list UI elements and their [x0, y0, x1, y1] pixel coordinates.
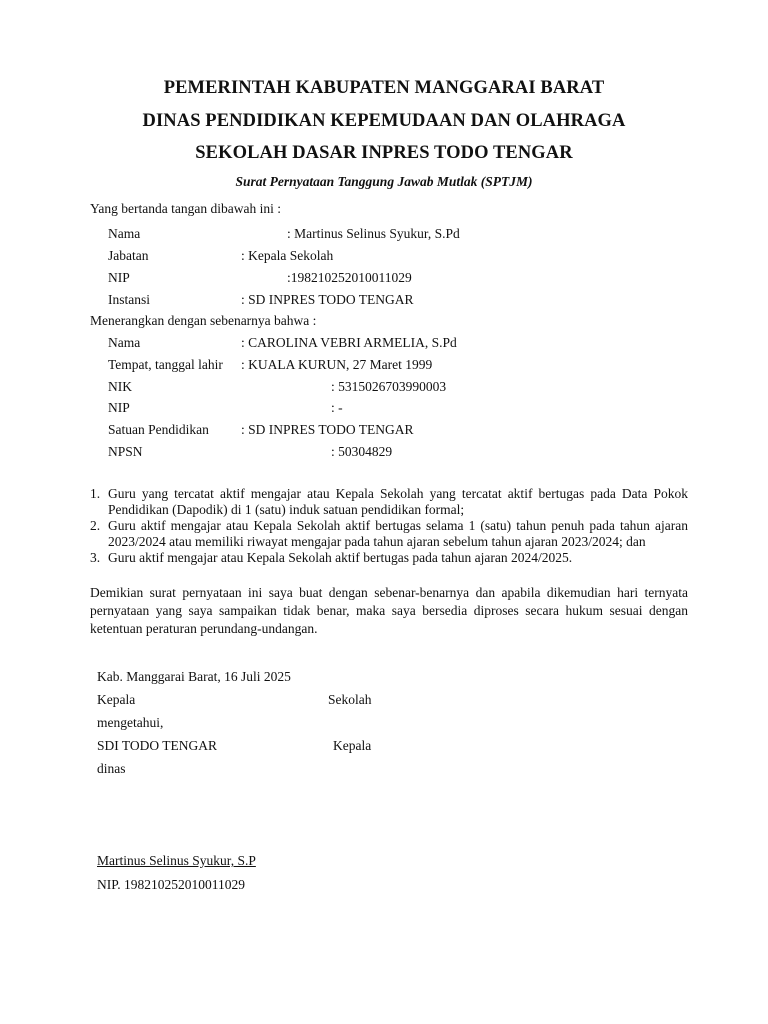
subject-name-label: Nama — [108, 335, 141, 350]
signer-position-label: Jabatan — [108, 248, 149, 263]
document-title: Surat Pernyataan Tanggung Jawab Mutlak (SPTJM) — [235, 174, 533, 189]
list-item-text: Guru aktif mengajar atau Kepala Sekolah aktif bertugas selama 1 (satu) tahun penuh pada tahun ajaran 2023/2024 atau memiliki riwayat mengajar pada tahun ajaran sebelum tahun ajaran 2023/2024; dan — [108, 518, 688, 549]
subject-nik-value: : 5315026703990003 — [331, 379, 447, 394]
closing-paragraph: Demikian surat pernyataan ini saya buat dengan sebenar-benarnya dan apabila dikemudian hari ternyata pernyataan yang saya sampaikan tidak benar, maka saya bersedia diproses secara hukum sesuai dengan ketentuan peraturan perundang-undangan. — [90, 585, 688, 636]
declares-text: Menerangkan dengan sebenarnya bahwa : — [90, 313, 317, 328]
signer-signature-name: Martinus Selinus Syukur, S.P — [97, 853, 256, 868]
subject-npsn-label: NPSN — [108, 444, 143, 459]
signer-nip-value: :198210252010011029 — [287, 270, 412, 285]
list-item-text: Guru aktif mengajar atau Kepala Sekolah aktif bertugas pada tahun ajaran 2024/2025. — [108, 550, 573, 565]
intro-text: Yang bertanda tangan dibawah ini : — [90, 201, 281, 216]
signer-signature-nip: NIP. 198210252010011029 — [97, 877, 246, 892]
signature-school: SDI TODO TENGAR — [97, 738, 218, 753]
subject-birth-label: Tempat, tanggal lahir — [108, 357, 223, 372]
list-item — [90, 486, 688, 518]
signer-name-label: Nama — [108, 226, 141, 241]
header-school: SEKOLAH DASAR INPRES TODO TENGAR — [195, 143, 573, 163]
signature-dinas: dinas — [97, 761, 126, 776]
signer-institution-value: : SD INPRES TODO TENGAR — [241, 292, 414, 307]
signer-name-value: : Martinus Selinus Syukur, S.Pd — [287, 226, 460, 241]
place-date: Kab. Manggarai Barat, 16 Juli 2025 — [97, 669, 291, 684]
subject-nip-label: NIP — [108, 400, 130, 415]
subject-nip-value: : - — [331, 400, 343, 415]
list-item — [90, 550, 688, 566]
subject-name-value: : CAROLINA VEBRI ARMELIA, S.Pd — [241, 335, 457, 350]
header-government: PEMERINTAH KABUPATEN MANGGARAI BARAT — [163, 78, 605, 98]
signer-nip-label: NIP — [108, 270, 130, 285]
criteria-list — [90, 486, 688, 566]
signature-mengetahui: mengetahui, — [97, 715, 164, 730]
signer-position-value: : Kepala Sekolah — [241, 248, 334, 263]
list-item — [90, 518, 688, 550]
list-item-number: 2. — [90, 518, 101, 533]
header-department: DINAS PENDIDIKAN KEPEMUDAAN DAN OLAHRAGA — [142, 111, 626, 131]
subject-npsn-value: : 50304829 — [331, 444, 393, 459]
signature-kepala-right: Kepala — [333, 738, 372, 753]
subject-school-label: Satuan Pendidikan — [108, 422, 209, 437]
signature-kepala-left: Kepala — [97, 692, 136, 707]
list-item-text: Guru yang tercatat aktif mengajar atau Kepala Sekolah yang tercatat aktif bertugas pada Data Pokok Pendidikan (Dapodik) di 1 (satu) induk satuan pendidikan formal; — [108, 486, 688, 517]
list-item-number: 1. — [90, 486, 101, 501]
list-item-number: 3. — [90, 550, 101, 565]
subject-nik-label: NIK — [108, 379, 132, 394]
signer-institution-label: Instansi — [108, 292, 150, 307]
subject-birth-value: : KUALA KURUN, 27 Maret 1999 — [241, 357, 433, 372]
signature-sekolah: Sekolah — [328, 692, 372, 707]
subject-school-value: : SD INPRES TODO TENGAR — [241, 422, 414, 437]
